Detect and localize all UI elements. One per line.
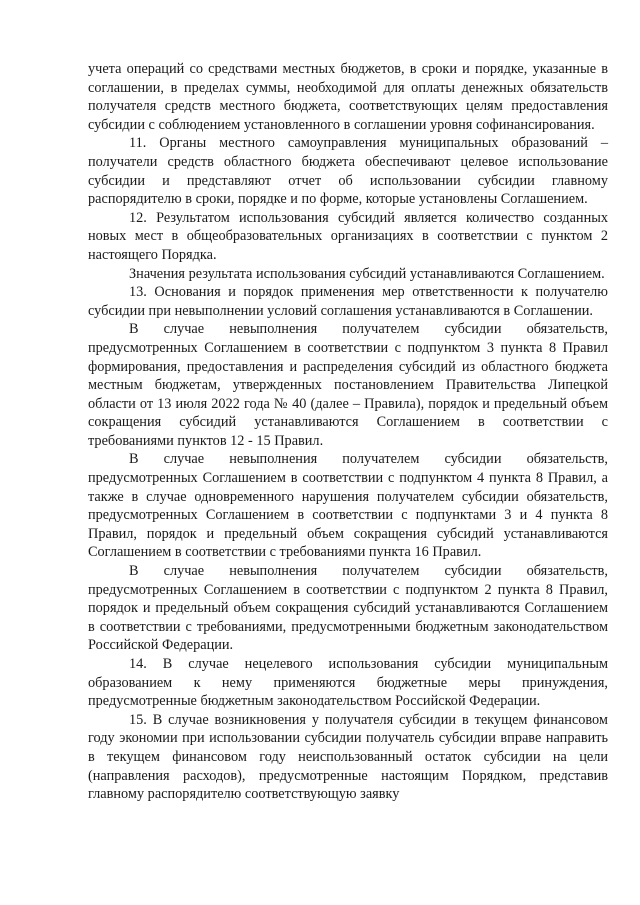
- paragraph-continuation: учета операций со средствами местных бюджетов, в сроки и порядке, указанные в соглашении, в пределах суммы, необходимой для оплаты денежных обязательств получателя средств местного бюджета, соответствующих целям предоставления субсидии с соблюдением установленного в соглашении уровня софинансирования.: [88, 61, 608, 133]
- paragraph-13-case-subpoint-3: В случае невыполнения получателем субсидии обязательств, предусмотренных Соглашением в соответствии с подпунктом 3 пункта 8 Правил формирования, предоставления и распределения субсидий из областного бюджета местным бюджетам, утвержденных постановлением Правительства Липецкой области от 13 июля 2022 года № 40 (далее – Правила), порядок и предельный объем сокращения субсидий устанавливаются Соглашением в соответствии с требованиями пунктов 12 - 15 Правил.: [88, 321, 608, 449]
- paragraph-13: 13. Основания и порядок применения мер ответственности к получателю субсидии при невыполнении условий соглашения устанавливаются в Соглашении.: [88, 284, 608, 319]
- paragraph-14: 14. В случае нецелевого использования субсидии муниципальным образованием к нему применяются бюджетные меры принуждения, предусмотренные бюджетным законодательством Российской Федерации.: [88, 656, 608, 710]
- document-page: [88, 60, 608, 804]
- paragraph-15: 15. В случае возникновения у получателя субсидии в текущем финансовом году экономии при использовании субсидии получатель субсидии вправе направить в текущем финансовом году неиспользованный остаток субсидии на цели (направления расходов), предусмотренные настоящим Порядком, представив главному распорядителю соответствующую заявку: [88, 711, 608, 803]
- paragraph-11: 11. Органы местного самоуправления муниципальных образований – получатели средств областного бюджета обеспечивают целевое использование субсидии и представляют отчет об использовании субсидии главному распорядителю в сроки, порядке и по форме, которые установлены Соглашением.: [88, 135, 608, 208]
- paragraph-12: 12. Результатом использования субсидий является количество созданных новых мест в общеобразовательных организациях в соответствии с пунктом 2 настоящего Порядка.: [88, 209, 608, 263]
- paragraph-12-result-values: Значения результата использования субсидий устанавливаются Соглашением.: [129, 265, 605, 282]
- paragraph-13-case-subpoint-2: В случае невыполнения получателем субсидии обязательств, предусмотренных Соглашением в соответствии с подпунктом 2 пункта 8 Правил, порядок и предельный объем сокращения субсидий устанавливаются Соглашением в соответствии с требованиями, предусмотренными бюджетным законодательством Российской Федерации.: [88, 563, 608, 654]
- paragraph-13-case-subpoint-4: В случае невыполнения получателем субсидии обязательств, предусмотренных Соглашением в соответствии с подпунктом 4 пункта 8 Правил, а также в случае одновременного нарушения получателем субсидии обязательств, предусмотренных Соглашением в соответствии с подпунктами 3 и 4 пункта 8 Правил, порядок и предельный объем сокращения субсидий устанавливаются Соглашением в соответствии с требованиями пункта 16 Правил.: [88, 451, 608, 561]
